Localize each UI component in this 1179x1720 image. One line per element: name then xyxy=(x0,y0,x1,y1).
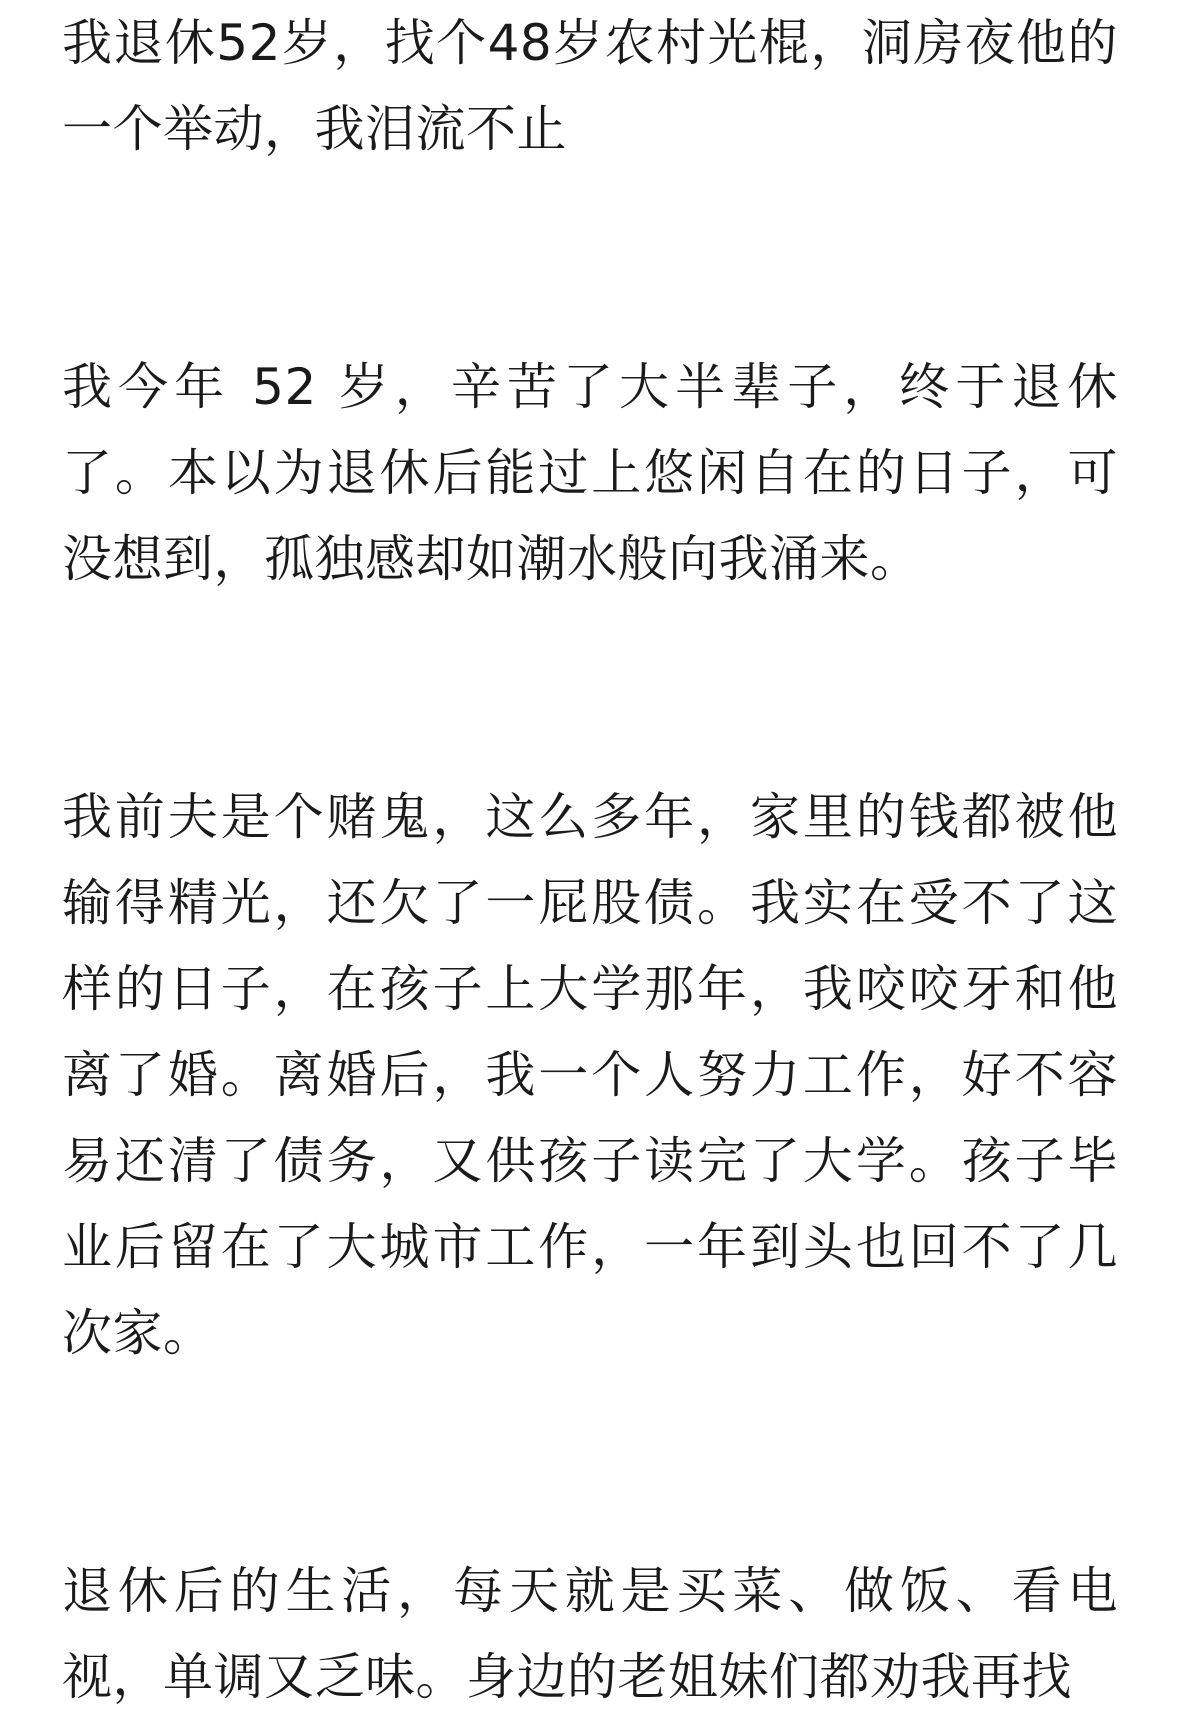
article-title: 我退休52岁，找个48岁农村光棍，洞房夜他的一个举动，我泪流不止 xyxy=(62,14,1118,158)
paragraph-3: 退休后的生活，每天就是买菜、做饭、看电视，单调又乏味。身边的老姐妹们都劝我再找 xyxy=(62,1562,1118,1706)
article-body xyxy=(62,0,1118,1720)
paragraph-1: 我今年 52 岁，辛苦了大半辈子，终于退休了。本以为退休后能过上悠闲自在的日子，可没想到，孤独感却如潮水般向我涌来。 xyxy=(62,358,1118,588)
paragraph-2: 我前夫是个赌鬼，这么多年，家里的钱都被他输得精光，还欠了一屁股债。我实在受不了这样的日子，在孩子上大学那年，我咬咬牙和他离了婚。离婚后，我一个人努力工作，好不容易还清了债务，又供孩子读完了大学。孩子毕业后留在了大城市工作，一年到头也回不了几次家。 xyxy=(62,788,1118,1362)
